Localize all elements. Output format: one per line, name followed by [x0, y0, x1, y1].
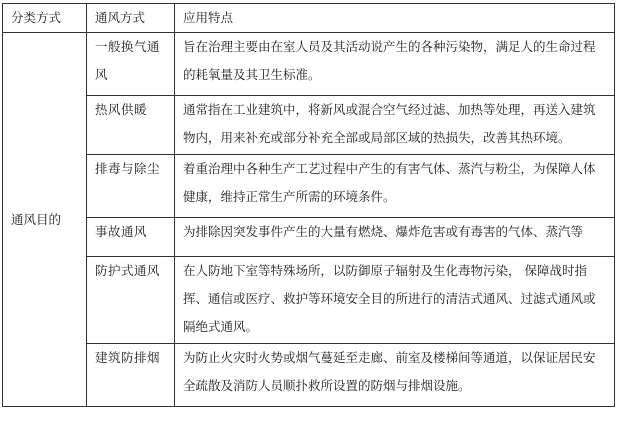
- method-cell: 排毒与除尘: [87, 155, 175, 218]
- table-row: [3, 155, 615, 218]
- header-classification: 分类方式: [3, 4, 87, 33]
- method-cell: 防护式通风: [87, 257, 175, 344]
- table-row: [3, 218, 615, 257]
- method-cell: 一般换气通风: [87, 33, 175, 96]
- header-row: [3, 4, 615, 33]
- category-cell: 通风目的: [3, 33, 87, 407]
- ventilation-table: [2, 3, 615, 407]
- feature-cell: 为排除因突发事件产生的大量有燃烧、爆炸危害或有毒害的气体、蒸汽等: [175, 218, 615, 257]
- feature-cell: 着重治理中各种生产工艺过程中产生的有害气体、蒸汽与粉尘，为保障人体健康，维持正常生产所需的环境条件。: [175, 155, 615, 218]
- header-application-features: 应用特点: [175, 4, 615, 33]
- table-row: [3, 96, 615, 155]
- method-cell: 事故通风: [87, 218, 175, 257]
- feature-cell: 在人防地下室等特殊场所，以防御原子辐射及生化毒物污染， 保障战时指挥、通信或医疗、救护等环境安全目的所进行的清洁式通风、过滤式通风或隔绝式通风。: [175, 257, 615, 344]
- table-row: [3, 33, 615, 96]
- method-cell: 建筑防排烟: [87, 344, 175, 407]
- table-row: [3, 257, 615, 344]
- header-ventilation-method: 通风方式: [87, 4, 175, 33]
- method-cell: 热风供暖: [87, 96, 175, 155]
- feature-cell: 旨在治理主要由在室人员及其活动说产生的各种污染物，满足人的生命过程的耗氧量及其卫生标准。: [175, 33, 615, 96]
- table-row: [3, 344, 615, 407]
- feature-cell: 为防止火灾时火势或烟气蔓延至走廊、前室及楼梯间等通道，以保证居民安全疏散及消防人员顺扑救所设置的防烟与排烟设施。: [175, 344, 615, 407]
- feature-cell: 通常指在工业建筑中，将新风或混合空气经过滤、加热等处理，再送入建筑物内，用来补充或部分补充全部或局部区域的热损失，改善其热环境。: [175, 96, 615, 155]
